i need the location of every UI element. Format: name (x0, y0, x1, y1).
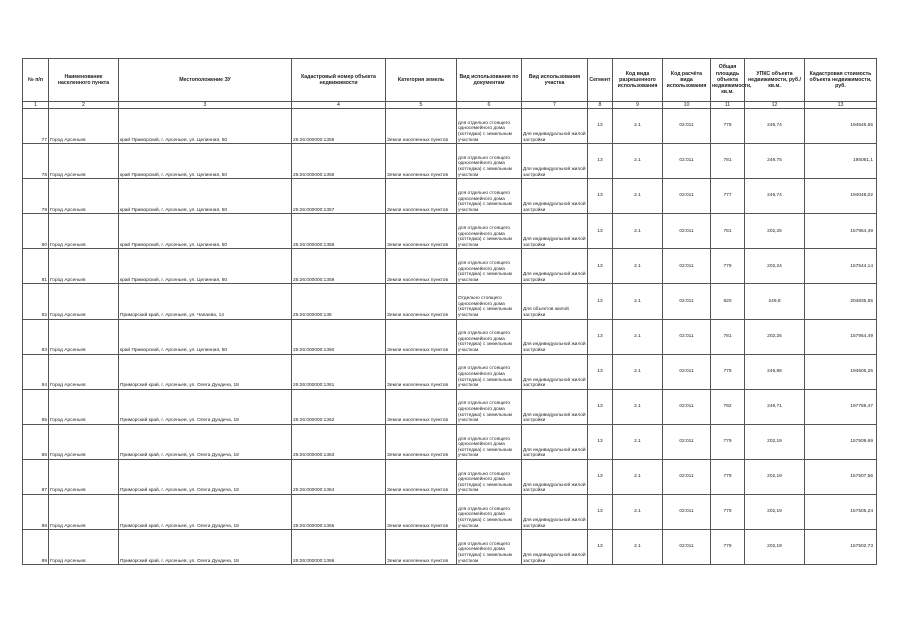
calc-code-cell: 02:011 (663, 424, 711, 459)
calc-code-cell: 02:011 (663, 530, 711, 565)
cadastral-value-cell: 197769,47 (805, 389, 877, 424)
segment-cell: 13 (588, 284, 613, 319)
upks-cell: 249,8 (745, 284, 805, 319)
upks-cell: 249,71 (745, 389, 805, 424)
column-number: 1 (23, 102, 49, 109)
area-cell: 779 (711, 354, 745, 389)
plot-use-cell: Для индивидуальной жилой застройки (522, 214, 588, 249)
calc-code-cell: 02:011 (663, 389, 711, 424)
cadastral-value-cell: 194048,02 (805, 179, 877, 214)
header-cell-settlement: Наименование населенного пункта (49, 59, 119, 102)
header-cell-area: Общая площадь объекта недвижимости, кв.м. (711, 59, 745, 102)
column-number: 6 (457, 102, 522, 109)
column-number: 3 (119, 102, 292, 109)
location-cell: Приморский край, г. Арсеньев, ул. Олега Дундича, 18 (119, 530, 292, 565)
settlement-cell: Город Арсеньев (49, 109, 119, 144)
cadastral-value-cell: 194546,55 (805, 109, 877, 144)
header-cell-number: № п/п (23, 59, 49, 102)
header-cell-cadastral-value: Кадастровая стоимость объекта недвижимости, руб. (805, 59, 877, 102)
area-cell: 781 (711, 319, 745, 354)
plot-use-cell: Для индивидуальной жилой застройки (522, 179, 588, 214)
settlement-cell: Город Арсеньев (49, 495, 119, 530)
location-cell: край Приморский, г. Арсеньев, ул. Целинная, 50 (119, 319, 292, 354)
table-row (23, 179, 877, 214)
location-cell: край Приморский, г. Арсеньев, ул. Целинная, 50 (119, 214, 292, 249)
column-number: 13 (805, 102, 877, 109)
permitted-use-code-cell: 2.1 (613, 459, 663, 494)
column-number: 4 (292, 102, 386, 109)
upks-cell: 202,19 (745, 495, 805, 530)
permitted-use-code-cell: 2.1 (613, 249, 663, 284)
permitted-use-code-cell: 2.1 (613, 319, 663, 354)
land-category-cell: Земли населенных пунктов (386, 530, 457, 565)
land-category-cell: Земли населенных пунктов (386, 109, 457, 144)
plot-use-cell: Для индивидуальной жилой застройки (522, 354, 588, 389)
cadastral-number-cell: 25:26:000000:1358 (292, 214, 386, 249)
header-cell-location: Местоположение ЗУ (119, 59, 292, 102)
land-category-cell: Земли населенных пунктов (386, 424, 457, 459)
column-number: 5 (386, 102, 457, 109)
settlement-cell: Город Арсеньев (49, 530, 119, 565)
calc-code-cell: 02:011 (663, 284, 711, 319)
area-cell: 781 (711, 144, 745, 179)
row-number: 80 (23, 214, 49, 249)
land-category-cell: Земли населенных пунктов (386, 179, 457, 214)
table-row (23, 144, 877, 179)
area-cell: 777 (711, 179, 745, 214)
land-category-cell: Земли населенных пунктов (386, 319, 457, 354)
cadastral-value-cell: 157502,73 (805, 530, 877, 565)
row-number: 81 (23, 249, 49, 284)
table-row (23, 249, 877, 284)
cadastral-value-cell: 195061,1 (805, 144, 877, 179)
cadastral-number-cell: 25:26:000000:1364 (292, 459, 386, 494)
segment-cell: 13 (588, 109, 613, 144)
segment-cell: 13 (588, 144, 613, 179)
settlement-cell: Город Арсеньев (49, 214, 119, 249)
plot-use-cell: Для индивидуальной жилой застройки (522, 109, 588, 144)
segment-cell: 13 (588, 459, 613, 494)
area-cell: 792 (711, 389, 745, 424)
permitted-use-code-cell: 2.1 (613, 495, 663, 530)
settlement-cell: Город Арсеньев (49, 424, 119, 459)
settlement-cell: Город Арсеньев (49, 354, 119, 389)
plot-use-cell: Для индивидуальной жилой застройки (522, 495, 588, 530)
row-number: 83 (23, 319, 49, 354)
row-number: 84 (23, 354, 49, 389)
column-number: 2 (49, 102, 119, 109)
land-category-cell: Земли населенных пунктов (386, 495, 457, 530)
table-row (23, 214, 877, 249)
settlement-cell: Город Арсеньев (49, 284, 119, 319)
use-by-documents-cell: для отдельно стоящего односемейного дома (коттеджа) с земельным участком (457, 389, 522, 424)
upks-cell: 249,88 (745, 354, 805, 389)
header-cell-calc-code: Код расчёта вида использования (663, 59, 711, 102)
area-cell: 820 (711, 284, 745, 319)
table-row (23, 354, 877, 389)
location-cell: край Приморский, г. Арсеньев, ул. Целинная, 50 (119, 179, 292, 214)
plot-use-cell: Для индивидуальной жилой застройки (522, 249, 588, 284)
settlement-cell: Город Арсеньев (49, 179, 119, 214)
land-category-cell: Земли населенных пунктов (386, 214, 457, 249)
permitted-use-code-cell: 2.1 (613, 530, 663, 565)
row-number: 78 (23, 144, 49, 179)
upks-cell: 202,24 (745, 249, 805, 284)
use-by-documents-cell: для отдельно стоящего односемейного дома (коттеджа) с земельным участком (457, 109, 522, 144)
row-number: 85 (23, 389, 49, 424)
column-number: 11 (711, 102, 745, 109)
settlement-cell: Город Арсеньев (49, 249, 119, 284)
settlement-cell: Город Арсеньев (49, 144, 119, 179)
cadastral-number-cell: 25:26:000000:1355 (292, 109, 386, 144)
cadastral-value-cell: 157505,24 (805, 495, 877, 530)
area-cell: 779 (711, 424, 745, 459)
row-number: 89 (23, 530, 49, 565)
area-cell: 779 (711, 530, 745, 565)
settlement-cell: Город Арсеньев (49, 459, 119, 494)
area-cell: 779 (711, 459, 745, 494)
use-by-documents-cell: для отдельно стоящего односемейного дома (коттеджа) с земельным участком (457, 144, 522, 179)
plot-use-cell: Для индивидуальной жилой застройки (522, 144, 588, 179)
calc-code-cell: 02:011 (663, 459, 711, 494)
table-row (23, 284, 877, 319)
calc-code-cell: 02:011 (663, 144, 711, 179)
area-cell: 779 (711, 249, 745, 284)
segment-cell: 13 (588, 495, 613, 530)
cadastral-number-cell: 25:26:000000:1359 (292, 249, 386, 284)
use-by-documents-cell: для отдельно стоящего односемейного дома (коттеджа) с земельным участком (457, 319, 522, 354)
upks-cell: 202,19 (745, 424, 805, 459)
permitted-use-code-cell: 2.1 (613, 144, 663, 179)
header-cell-upks: УПКС объекта недвижимости, руб./кв.м. (745, 59, 805, 102)
cadastral-number-cell: 25:26:000000:1356 (292, 144, 386, 179)
use-by-documents-cell: для отдельно стоящего односемейного дома (коттеджа) с земельным участком (457, 249, 522, 284)
cadastral-number-cell: 25:26:000000:1357 (292, 179, 386, 214)
area-cell: 779 (711, 109, 745, 144)
column-number: 7 (522, 102, 588, 109)
row-number: 88 (23, 495, 49, 530)
calc-code-cell: 02:011 (663, 109, 711, 144)
header-cell-segment: Сегмент (588, 59, 613, 102)
row-number: 82 (23, 284, 49, 319)
settlement-cell: Город Арсеньев (49, 389, 119, 424)
area-cell: 781 (711, 214, 745, 249)
permitted-use-code-cell: 2.1 (613, 354, 663, 389)
permitted-use-code-cell: 2.1 (613, 389, 663, 424)
calc-code-cell: 02:011 (663, 249, 711, 284)
plot-use-cell: Для индивидуальной жилой застройки (522, 459, 588, 494)
location-cell: край Приморский, г. Арсеньев, ул. Целинная, 50 (119, 144, 292, 179)
table-row (23, 459, 877, 494)
cadastral-number-cell: 25:26:000000:1363 (292, 424, 386, 459)
land-category-cell: Земли населенных пунктов (386, 144, 457, 179)
cadastral-table (22, 58, 877, 565)
location-cell: Приморский край, г. Арсеньев, ул. Чапаева, 14 (119, 284, 292, 319)
plot-use-cell: Для индивидуальной жилой застройки (522, 319, 588, 354)
segment-cell: 13 (588, 389, 613, 424)
cadastral-value-cell: 204835,55 (805, 284, 877, 319)
header-cell-permitted-use-code: Код вида разрешенного использования (613, 59, 663, 102)
row-number: 79 (23, 179, 49, 214)
upks-cell: 202,25 (745, 214, 805, 249)
cadastral-value-cell: 157507,56 (805, 459, 877, 494)
cadastral-number-cell: 25:26:000000:1366 (292, 530, 386, 565)
column-number: 9 (613, 102, 663, 109)
cadastral-value-cell: 194505,25 (805, 354, 877, 389)
header-cell-plot-use: Вид использования участка (522, 59, 588, 102)
cadastral-value-sheet (22, 58, 876, 565)
row-number: 77 (23, 109, 49, 144)
segment-cell: 13 (588, 530, 613, 565)
table-row (23, 530, 877, 565)
land-category-cell: Земли населенных пунктов (386, 389, 457, 424)
cadastral-value-cell: 157544,14 (805, 249, 877, 284)
land-category-cell: Земли населенных пунктов (386, 284, 457, 319)
table-header (23, 59, 877, 109)
cadastral-value-cell: 157954,49 (805, 319, 877, 354)
location-cell: Приморский край, г. Арсеньев, ул. Олега Дундича, 18 (119, 495, 292, 530)
calc-code-cell: 02:011 (663, 179, 711, 214)
column-number: 8 (588, 102, 613, 109)
use-by-documents-cell: Отдельно стоящего односемейного дома (коттеджа) с земельным участком (457, 284, 522, 319)
cadastral-number-cell: 25:26:000000:1362 (292, 389, 386, 424)
cadastral-number-cell: 25:26:000000:136 (292, 284, 386, 319)
cadastral-number-cell: 25:26:000000:1365 (292, 495, 386, 530)
row-number: 86 (23, 424, 49, 459)
header-cell-use-by-documents: Вид использования по документам (457, 59, 522, 102)
location-cell: Приморский край, г. Арсеньев, ул. Олега Дундича, 18 (119, 354, 292, 389)
plot-use-cell: Для объектов жилой застройки (522, 284, 588, 319)
permitted-use-code-cell: 2.1 (613, 179, 663, 214)
table-row (23, 424, 877, 459)
calc-code-cell: 02:011 (663, 495, 711, 530)
use-by-documents-cell: для отдельно стоящего односемейного дома (коттеджа) с земельным участком (457, 459, 522, 494)
header-row (23, 59, 877, 102)
land-category-cell: Земли населенных пунктов (386, 459, 457, 494)
use-by-documents-cell: для отдельно стоящего односемейного дома (коттеджа) с земельным участком (457, 179, 522, 214)
use-by-documents-cell: для отдельно стоящего односемейного дома (коттеджа) с земельным участком (457, 354, 522, 389)
permitted-use-code-cell: 2.1 (613, 424, 663, 459)
location-cell: край Приморский, г. Арсеньев, ул. Целинная, 50 (119, 109, 292, 144)
location-cell: Приморский край, г. Арсеньев, ул. Олега Дундича, 18 (119, 459, 292, 494)
cadastral-number-cell: 25:26:000000:1360 (292, 319, 386, 354)
permitted-use-code-cell: 2.1 (613, 284, 663, 319)
upks-cell: 249,74 (745, 109, 805, 144)
upks-cell: 249,74 (745, 179, 805, 214)
table-body (23, 109, 877, 565)
permitted-use-code-cell: 2.1 (613, 214, 663, 249)
column-number-row (23, 102, 877, 109)
column-number: 10 (663, 102, 711, 109)
calc-code-cell: 02:011 (663, 319, 711, 354)
land-category-cell: Земли населенных пунктов (386, 354, 457, 389)
segment-cell: 13 (588, 354, 613, 389)
plot-use-cell: Для индивидуальной жилой застройки (522, 424, 588, 459)
location-cell: Приморский край, г. Арсеньев, ул. Олега Дундича, 18 (119, 424, 292, 459)
upks-cell: 202,19 (745, 459, 805, 494)
calc-code-cell: 02:011 (663, 214, 711, 249)
table-row (23, 389, 877, 424)
calc-code-cell: 02:011 (663, 354, 711, 389)
settlement-cell: Город Арсеньев (49, 319, 119, 354)
use-by-documents-cell: для отдельно стоящего односемейного дома (коттеджа) с земельным участком (457, 495, 522, 530)
plot-use-cell: Для индивидуальной жилой застройки (522, 389, 588, 424)
cadastral-value-cell: 157509,69 (805, 424, 877, 459)
land-category-cell: Земли населенных пунктов (386, 249, 457, 284)
permitted-use-code-cell: 2.1 (613, 109, 663, 144)
upks-cell: 249,75 (745, 144, 805, 179)
segment-cell: 13 (588, 424, 613, 459)
cadastral-value-cell: 157954,49 (805, 214, 877, 249)
area-cell: 779 (711, 495, 745, 530)
use-by-documents-cell: для отдельно стоящего односемейного дома (коттеджа) с земельным участком (457, 530, 522, 565)
location-cell: Приморский край, г. Арсеньев, ул. Олега Дундича, 18 (119, 389, 292, 424)
upks-cell: 202,19 (745, 530, 805, 565)
upks-cell: 202,25 (745, 319, 805, 354)
cadastral-number-cell: 25:26:000000:1361 (292, 354, 386, 389)
use-by-documents-cell: для отдельно стоящего односемейного дома (коттеджа) с земельным участком (457, 214, 522, 249)
location-cell: край Приморский, г. Арсеньев, ул. Целинная, 50 (119, 249, 292, 284)
segment-cell: 13 (588, 319, 613, 354)
plot-use-cell: Для индивидуальной жилой застройки (522, 530, 588, 565)
header-cell-land-category: Категория земель (386, 59, 457, 102)
header-cell-cadastral-number: Кадастровый номер объекта недвижимости (292, 59, 386, 102)
table-row (23, 109, 877, 144)
table-row (23, 319, 877, 354)
use-by-documents-cell: для отдельно стоящего односемейного дома (коттеджа) с земельным участком (457, 424, 522, 459)
table-row (23, 495, 877, 530)
row-number: 87 (23, 459, 49, 494)
segment-cell: 13 (588, 249, 613, 284)
segment-cell: 13 (588, 214, 613, 249)
segment-cell: 13 (588, 179, 613, 214)
column-number: 12 (745, 102, 805, 109)
